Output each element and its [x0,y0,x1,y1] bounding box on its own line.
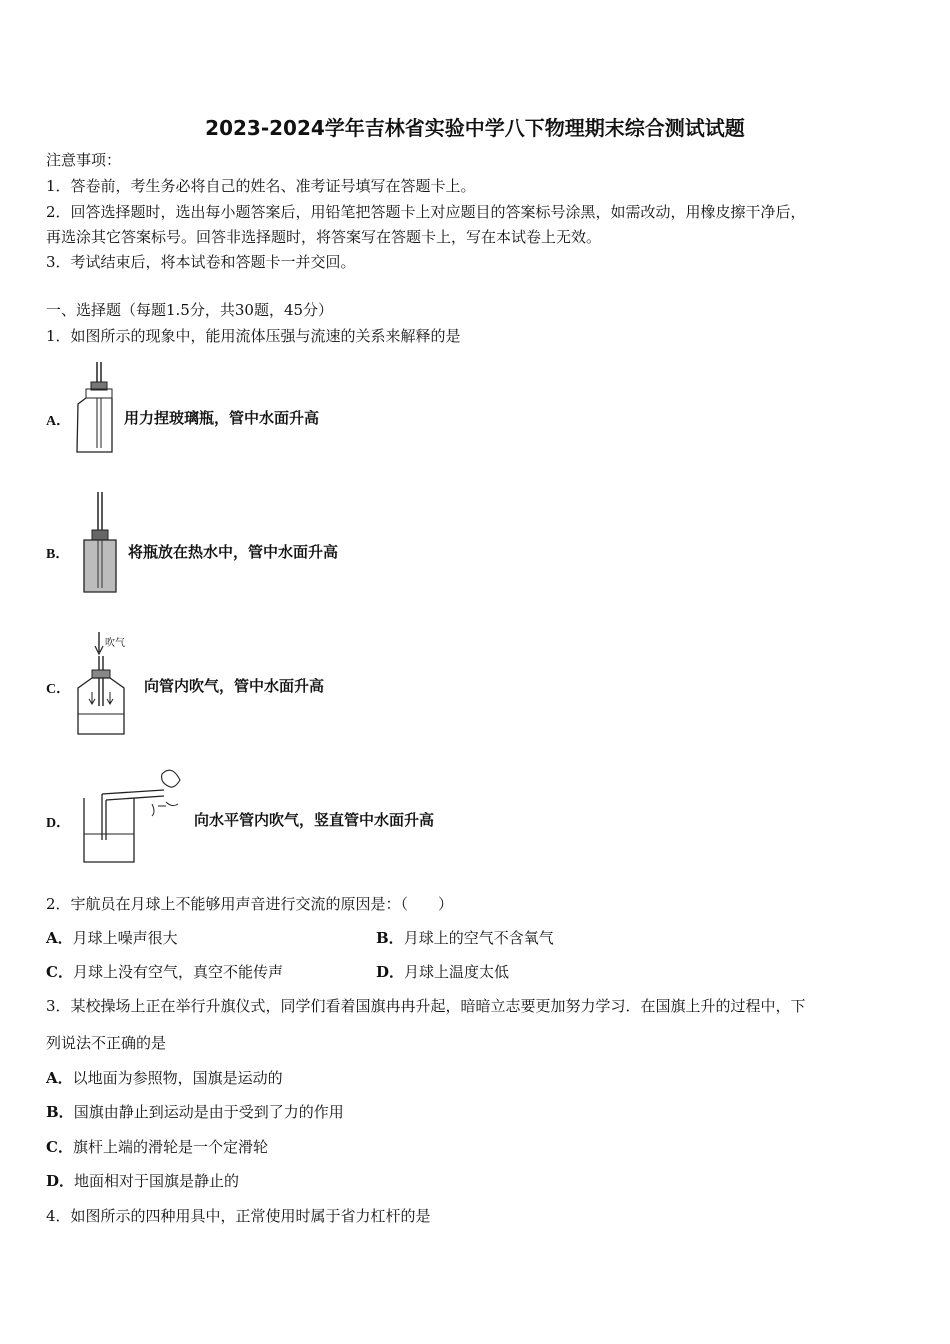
notice-item: 2．回答选择题时，选出每小题答案后，用铅笔把答题卡上对应题目的答案标号涂黑，如需改动，用橡皮擦干净后， [46,203,806,221]
question-2-stem: 2．宇航员在月球上不能够用声音进行交流的原因是：（ ） [46,895,454,913]
q1-option-b-letter: B． [46,547,70,562]
q3-option-b: B．国旗由静止到运动是由于受到了力的作用 [46,1103,344,1121]
notice-item: 3．考试结束后，将本试卷和答题卡一并交回。 [46,253,356,271]
page-title: 2023-2024学年吉林省实验中学八下物理期末综合测试试题 [205,116,745,140]
section-heading: 一、选择题（每题1.5分，共30题，45分） [46,301,334,319]
question-3-stem-continued: 列说法不正确的是 [46,1034,167,1052]
question-1-stem: 1．如图所示的现象中，能用流体压强与流速的关系来解释的是 [46,327,461,345]
notice-item: 1．答卷前，考生务必将自己的姓名、准考证号填写在答题卡上。 [46,177,476,195]
q2-option-a: A．月球上噪声很大 [46,929,178,947]
q1-option-b-text: 将瓶放在热水中，管中水面升高 [128,543,339,561]
q1-option-d-letter: D． [46,816,71,831]
q1-option-c-letter: C． [46,682,71,697]
q1-option-a-text: 用力捏玻璃瓶，管中水面升高 [124,409,320,427]
q1-option-c-text: 向管内吹气，管中水面升高 [144,677,325,695]
blow-label: 吹气 [105,638,125,649]
q3-option-a: A．以地面为参照物，国旗是运动的 [46,1069,283,1087]
q2-option-b: B．月球上的空气不含氧气 [376,929,554,947]
q3-option-d: D．地面相对于国旗是静止的 [46,1172,240,1190]
squeezed-bottle-figure [70,360,120,458]
q1-option-a-letter: A． [46,414,71,429]
question-3-stem: 3．某校操场上正在举行升旗仪式，同学们看着国旗冉冉升起，暗暗立志要更加努力学习．在国旗上升的过程中，下 [46,997,806,1015]
notice-item: 再选涂其它答案标号。回答非选择题时，将答案写在答题卡上，写在本试卷上无效。 [46,228,602,246]
notice-heading: 注意事项： [46,151,122,169]
horizontal-tube-blow-figure [76,760,188,870]
q2-option-d: D．月球上温度太低 [376,963,510,981]
q1-option-d-text: 向水平管内吹气，竖直管中水面升高 [194,811,435,829]
q2-option-c: C．月球上没有空气，真空不能传声 [46,963,283,981]
q3-option-c: C．旗杆上端的滑轮是一个定滑轮 [46,1138,268,1156]
heated-bottle-figure [78,488,128,596]
question-4-stem: 4．如图所示的四种用具中，正常使用时属于省力杠杆的是 [46,1207,431,1225]
